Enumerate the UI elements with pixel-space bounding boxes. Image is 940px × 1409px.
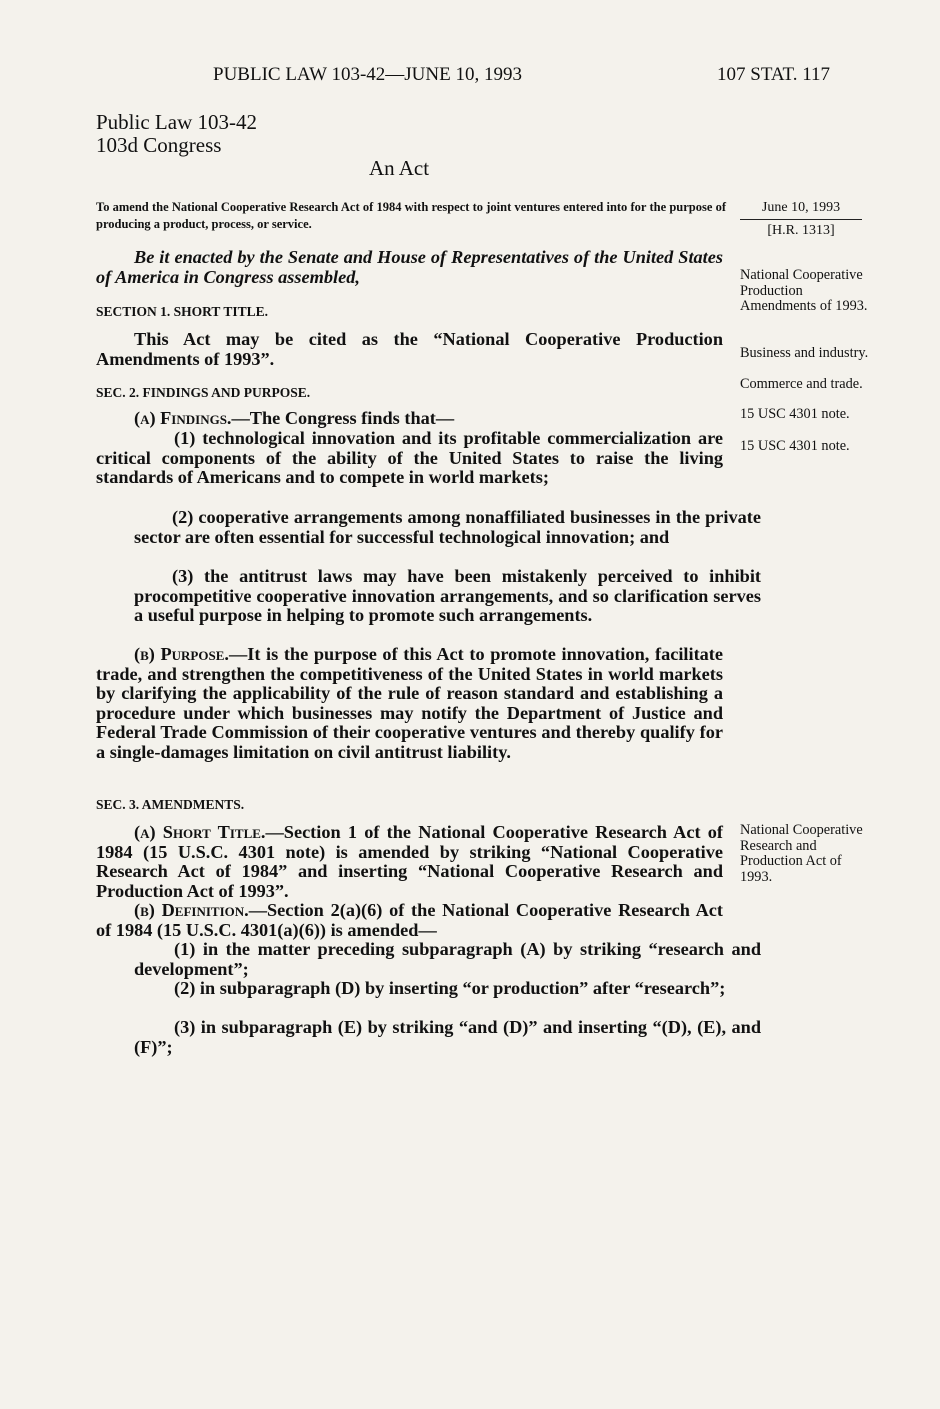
section-1-heading: SECTION 1. SHORT TITLE.	[96, 304, 268, 319]
margin-note-usc-1: 15 USC 4301 note.	[740, 406, 850, 422]
section-3a	[96, 823, 723, 901]
section-3b-label: (b) Definition.	[134, 900, 249, 920]
section-2a	[96, 409, 723, 429]
section-2a-para-1: (1) technological innovation and its profitable commercialization are critical components of the ability of the United States to raise the living standards of Americans and to compete in world markets;	[96, 428, 723, 487]
section-2a-para-3: (3) the antitrust laws may have been mistakenly perceived to inhibit procompetitive cooperative innovation arrangements, and so clarification serves a useful purpose in helping to promote such arrangements.	[134, 566, 761, 625]
section-3-heading: SEC. 3. AMENDMENTS.	[96, 797, 245, 812]
margin-note-commerce: Commerce and trade.	[740, 376, 863, 392]
section-2b-label: (b) Purpose.	[134, 644, 229, 664]
enactment-date: June 10, 1993	[761, 200, 841, 215]
congress-label: 103d Congress	[96, 133, 222, 157]
section-2b-text: —It is the purpose of this Act to promote innovation, facilitate trade, and strengthen the competitiveness of the United States in world markets by clarifying the applicability of the rule of reason standard and establishing a procedure under which businesses may notify the Department of Justice and Federal Trade Commission of their cooperative ventures and thereby qualify for a single-damages limitation on civil antitrust liability.	[96, 644, 723, 762]
section-3a-text: —Section 1 of the National Cooperative Research Act of 1984 (15 U.S.C. 4301 note) is amended by striking “National Cooperative Research Act of 1984” and inserting “National Cooperative Research and Production Act of 1993”.	[96, 822, 723, 901]
section-2b	[96, 645, 723, 762]
running-header-title: PUBLIC LAW 103-42—JUNE 10, 1993	[213, 64, 522, 85]
enacting-clause: Be it enacted by the Senate and House of Representatives of the United States of America in Congress assembled,	[96, 247, 723, 287]
section-3b	[96, 901, 723, 940]
date-divider	[740, 219, 862, 220]
section-3b-para-1: (1) in the matter preceding subparagraph (A) by striking “research and development”;	[134, 939, 761, 979]
date-box	[740, 200, 862, 239]
section-3a-label: (a) Short Title.	[134, 822, 266, 842]
act-label: An Act	[369, 156, 430, 180]
section-1-text: This Act may be cited as the “National Cooperative Production Amendments of 1993”.	[96, 329, 723, 369]
margin-note-ncrpa: National Cooperative Research and Production Act of 1993.	[740, 822, 863, 886]
margin-note-business: Business and industry.	[740, 345, 869, 361]
section-3b-para-2: (2) in subparagraph (D) by inserting “or production” after “research”;	[174, 978, 726, 998]
margin-note-short-title: National Cooperative Production Amendments of 1993.	[740, 267, 868, 315]
section-2a-para-2: (2) cooperative arrangements among nonaffiliated businesses in the private sector are often essential for successful technological innovation; and	[134, 507, 761, 547]
section-2a-label: (a) Findings.	[134, 408, 232, 428]
section-3b-para-3: (3) in subparagraph (E) by striking “and (D)” and inserting “(D), (E), and (F)”;	[134, 1017, 761, 1057]
section-3b-text: —Section 2(a)(6) of the National Cooperative Research Act of 1984 (15 U.S.C. 4301(a)(6)) is amended—	[96, 900, 723, 940]
stat-page-number: 107 STAT. 117	[717, 64, 831, 85]
public-law-number: Public Law 103-42	[96, 110, 257, 134]
bill-number: [H.R. 1313]	[767, 223, 835, 238]
section-2a-text: —The Congress finds that—	[231, 408, 455, 428]
section-2-heading: SEC. 2. FINDINGS AND PURPOSE.	[96, 385, 311, 400]
margin-note-usc-2: 15 USC 4301 note.	[740, 438, 850, 454]
long-title: To amend the National Cooperative Research Act of 1984 with respect to joint ventures entered into for the purpose of producing a product, process, or service.	[96, 200, 726, 231]
